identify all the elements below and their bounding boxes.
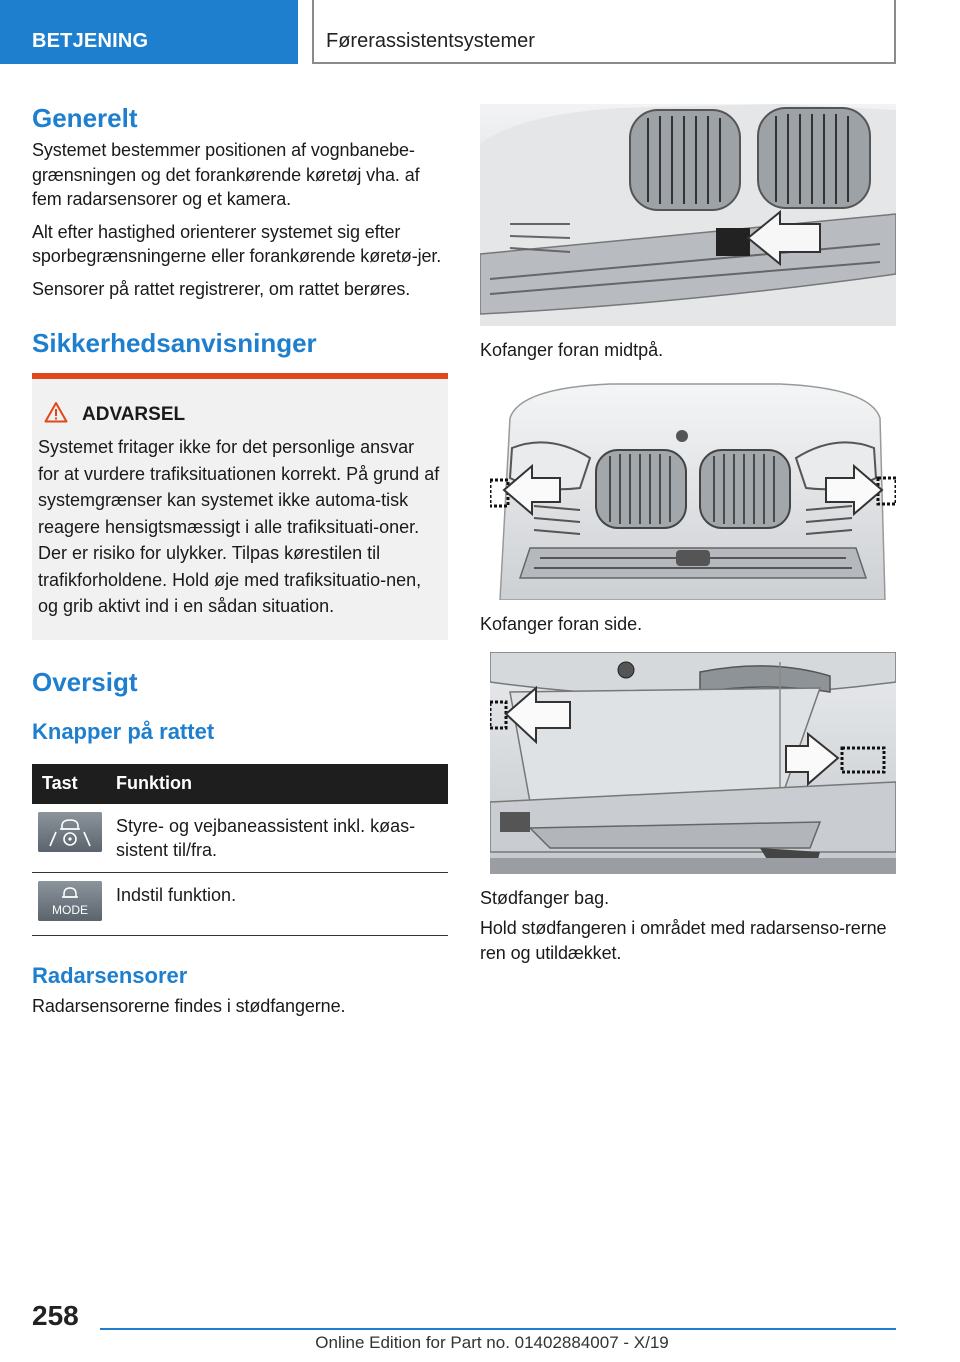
- radar-text: Radarsensorerne findes i stødfangerne.: [32, 995, 346, 1016]
- warning-title: ADVARSEL: [82, 403, 186, 425]
- warning-text: Systemet fritager ikke for det personlige ansvar for at vurdere trafiksituationen korrekt. På grund af systemgrænser kan systemet ikke automa-tisk reagere hensigtsmæssigt i alle trafiksituati-oner. Der er risiko for ulykker. Tilpas kørestilen til trafikforholdene. Hold øje med trafiksituatio-nen, og grib aktivt ind i en sådan situation.: [38, 437, 440, 616]
- rear-bumper-image: [490, 652, 896, 874]
- generelt-paragraph-3: Sensorer på rattet registrerer, om rattet berøres.: [32, 278, 411, 299]
- heading-radar: Radarsensorer: [32, 962, 188, 988]
- table-header-row: [32, 764, 448, 804]
- generelt-paragraph-1: Systemet bestemmer positionen af vognbanebe-grænsningen og det forankørende køretøj vha. af fem radarsensorer og et kamera.: [32, 140, 420, 209]
- heading-generelt: Generelt: [32, 103, 138, 133]
- page-number: 258: [32, 1300, 79, 1331]
- table-cell-function: Indstil funktion.: [106, 872, 448, 935]
- warning-header: [44, 401, 440, 428]
- caption-rear: Stødfanger bag.: [480, 888, 610, 908]
- mode-icon-label: MODE: [52, 902, 88, 917]
- rear-note: Hold stødfangeren i området med radarsenso-rerne ren og utildækket.: [480, 918, 887, 963]
- steering-assistant-icon: [38, 812, 102, 852]
- warning-box: [32, 373, 448, 640]
- mode-icon: [38, 881, 102, 921]
- caption-front-center: Kofanger foran midtpå.: [480, 340, 664, 360]
- footer-divider: [100, 1328, 896, 1330]
- heading-overview: Oversigt: [32, 666, 138, 697]
- warning-triangle-icon: [44, 401, 68, 428]
- left-column: [32, 102, 448, 1018]
- right-column: [480, 104, 896, 965]
- section-tab: BETJENING: [0, 0, 298, 64]
- heading-buttons: Knapper på rattet: [32, 718, 215, 744]
- footer-edition: Online Edition for Part no. 01402884007 - X/19: [315, 1333, 669, 1352]
- front-bumper-side-image: [490, 378, 896, 600]
- generelt-paragraph-2: Alt efter hastighed orienterer systemet sig efter sporbegrænsningerne eller forankørende køretø-jer.: [32, 221, 442, 266]
- front-bumper-center-image: [480, 104, 896, 326]
- table-row: [32, 872, 448, 935]
- chapter-title: Førerassistentsystemer: [312, 0, 896, 64]
- heading-safety: Sikkerhedsanvisninger: [32, 328, 317, 358]
- table-row: [32, 804, 448, 873]
- buttons-table: [32, 764, 448, 936]
- table-header-key: Tast: [32, 764, 106, 804]
- table-cell-function: Styre- og vejbaneassistent inkl. køas-sistent til/fra.: [106, 804, 448, 873]
- radar-sensor-marker: [716, 228, 750, 256]
- table-header-function: Funktion: [106, 764, 448, 804]
- caption-front-side: Kofanger foran side.: [480, 614, 643, 634]
